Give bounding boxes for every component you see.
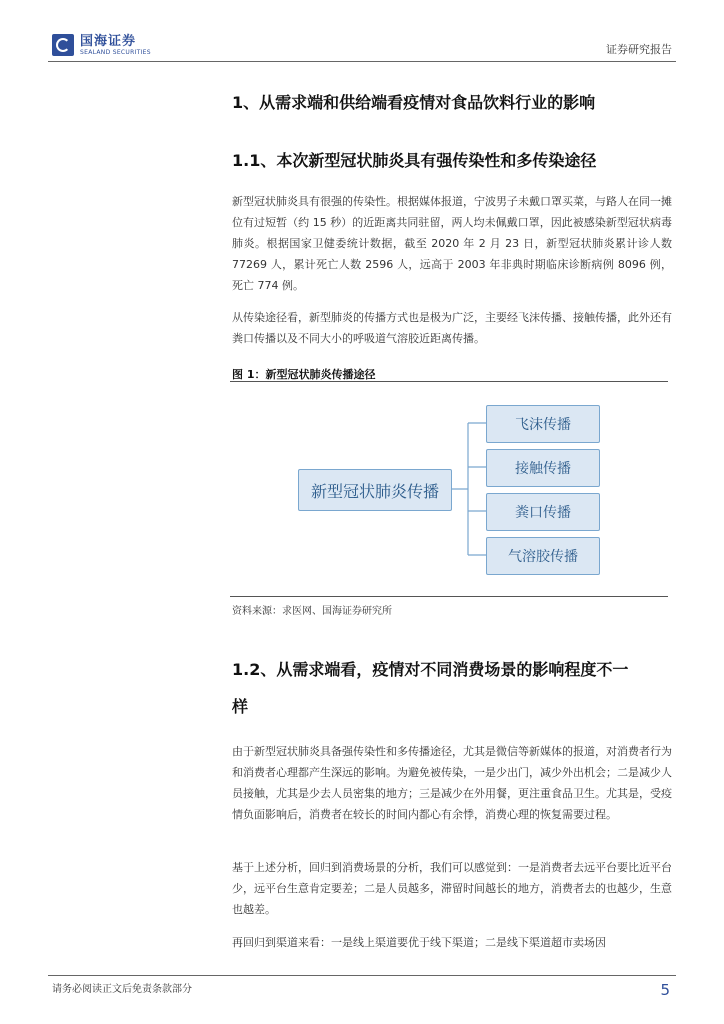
page-header [0,0,724,62]
header-divider [48,61,676,62]
logo-icon [52,34,74,56]
transmission-diagram [230,386,668,592]
diagram-center-node: 新型冠状肺炎传播 [298,469,452,511]
footer-divider [48,975,676,976]
diagram-node-aerosol: 气溶胶传播 [486,537,600,575]
diagram-node-droplet: 飞沫传播 [486,405,600,443]
diagram-node-contact: 接触传播 [486,449,600,487]
paragraph-transmissibility: 新型冠状肺炎具有很强的传染性。根据媒体报道，宁波男子未戴口罩买菜，与路人在同一摊位有过短暂（约 15 秒）的近距离共同驻留，两人均未佩戴口罩，因此被感染新型冠状病毒肺炎。根据国家卫健委统计数据，截至 2020 年 2 月 23 日，新型冠状肺炎累计诊人数 77269 人，累计死亡人数 2596 人，远高于 2003 年非典时期临床诊断病例 8096 例，死亡 774 例。 [232,195,672,292]
section-1-2-heading-line1: 1.2、从需求端看，疫情对不同消费场景的影响程度不一 [232,660,629,679]
paragraph-transmission-routes: 从传染途径看，新型肺炎的传播方式也是极为广泛，主要经飞沫传播、接触传播，此外还有粪口传播以及不同大小的呼吸道气溶胶近距离传播。 [232,311,672,345]
section-1-2-heading-line2: 样 [232,697,249,716]
paragraph-consumer-behavior: 由于新型冠状肺炎具备强传染性和多传播途径，尤其是微信等新媒体的报道，对消费者行为和消费者心理都产生深远的影响。为避免被传染，一是少出门，减少外出机会；二是减少人员接触，尤其是少去人员密集的地方；三是减少在外用餐，更注重食品卫生。尤其是，受疫情负面影响后，消费者在较长的时间内都心有余悸，消费心理的恢复需要过程。 [232,745,672,821]
footer-disclaimer: 请务必阅读正文后免责条款部分 [52,984,192,995]
paragraph-channel-analysis: 再回归到渠道来看：一是线上渠道要优于线下渠道；二是线下渠道超市卖场因 [232,936,606,949]
logo-english-text: SEALAND SECURITIES [80,48,151,56]
figure-top-rule [230,381,668,382]
figure-bottom-rule [230,596,668,597]
logo-chinese-text: 国海证券 [80,33,137,49]
paragraph-scenario-analysis: 基于上述分析，回归到消费场景的分析，我们可以感觉到：一是消费者去远平台要比近平台少，远平台生意肯定要差；二是人员越多，滞留时间越长的地方，消费者去的也越少，生意也越差。 [232,861,672,916]
figure-title: 图 1：新型冠状肺炎传播途径 [232,368,376,381]
section-1-heading: 1、从需求端和供给端看疫情对食品饮料行业的影响 [232,93,596,112]
page-number: 5 [660,981,670,999]
report-type-label: 证券研究报告 [606,43,672,56]
figure-source: 资料来源：求医网、国海证券研究所 [232,606,392,617]
section-1-1-heading: 1.1、本次新型冠状肺炎具有强传染性和多传染途径 [232,151,597,170]
diagram-node-fecal-oral: 粪口传播 [486,493,600,531]
company-logo [52,34,151,56]
